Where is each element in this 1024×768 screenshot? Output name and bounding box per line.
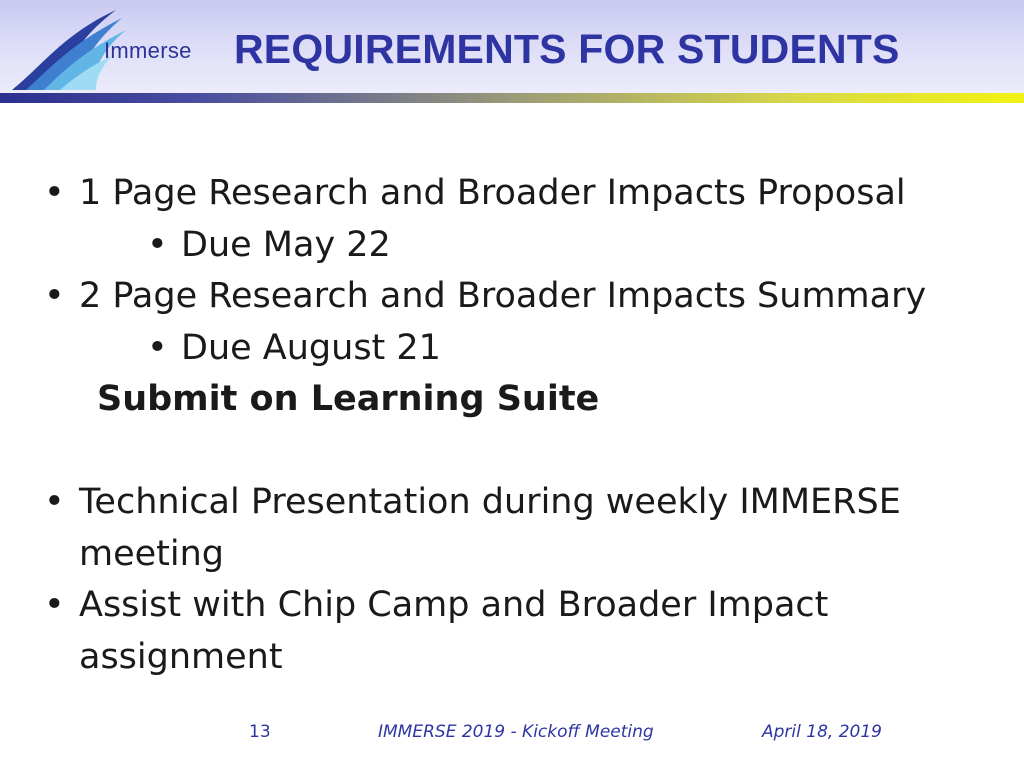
bullet-item bbox=[44, 271, 984, 323]
sub-bullet-text: Due May 22 bbox=[181, 224, 391, 265]
bullet-icon: • bbox=[44, 585, 65, 625]
spacer bbox=[44, 426, 984, 478]
bullet-icon: • bbox=[44, 276, 65, 316]
bullet-text: Assist with Chip Camp and Broader Impact bbox=[79, 585, 829, 625]
header-gradient-bar bbox=[0, 93, 1024, 103]
bullet-text: 2 Page Research and Broader Impacts Summary bbox=[79, 276, 927, 316]
logo-wordmark: Immerse bbox=[104, 38, 192, 63]
bullet-item bbox=[44, 580, 984, 632]
slide-title: REQUIREMENTS FOR STUDENTS bbox=[234, 26, 900, 72]
bullet-text: 1 Page Research and Broader Impacts Proposal bbox=[79, 173, 906, 213]
bullet-text-continuation: assignment bbox=[79, 636, 283, 677]
sub-bullet-text: Due August 21 bbox=[181, 327, 441, 368]
bullet-icon: • bbox=[147, 224, 168, 265]
sub-bullet-item bbox=[44, 220, 984, 272]
bullet-item bbox=[44, 168, 984, 220]
sub-bullet-item bbox=[44, 323, 984, 375]
slide-number: 13 bbox=[249, 722, 271, 742]
footer-event: IMMERSE 2019 - Kickoff Meeting bbox=[378, 722, 654, 742]
footer-date: April 18, 2019 bbox=[762, 722, 882, 742]
bullet-icon: • bbox=[147, 327, 168, 368]
immerse-logo bbox=[4, 4, 224, 94]
bullet-item bbox=[44, 477, 984, 529]
bullet-text-continuation: meeting bbox=[79, 533, 225, 574]
submit-note: Submit on Learning Suite bbox=[97, 379, 600, 419]
bullet-icon: • bbox=[44, 482, 65, 522]
bullet-icon: • bbox=[44, 173, 65, 213]
slide-body bbox=[44, 168, 984, 683]
bullet-text: Technical Presentation during weekly IMMERSE bbox=[79, 482, 901, 522]
